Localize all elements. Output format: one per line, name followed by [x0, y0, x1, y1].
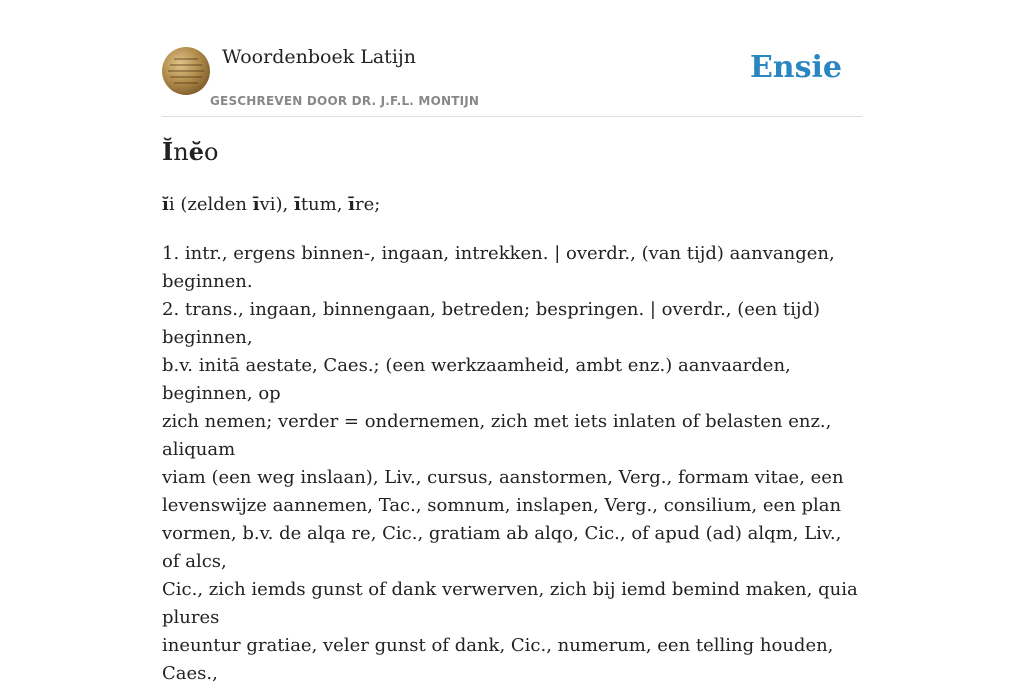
headword-part: o	[203, 138, 219, 166]
definition-line: ineuntur gratiae, veler gunst of dank, Cic., numerum, een telling houden, Caes.,	[162, 635, 834, 684]
site-title[interactable]: Woordenboek Latijn	[222, 46, 417, 68]
ensie-brand-link[interactable]: Ensie	[749, 50, 842, 85]
forms-part: tum,	[300, 194, 349, 215]
definition-line: zich nemen; verder = ondernemen, zich met iets inlaten of belasten enz., aliquam	[162, 411, 832, 460]
definition-line: 1. intr., ergens binnen-, ingaan, intrekken. | overdr., (van tijd) aanvangen,	[162, 243, 835, 264]
headword-part: ĕ	[188, 137, 204, 166]
author-line: GESCHREVEN DOOR DR. J.F.L. MONTIJN	[210, 94, 480, 108]
definition-line: 2. trans., ingaan, binnengaan, betreden; bespringen. | overdr., (een tijd) beginnen,	[162, 299, 821, 348]
definition-line: beginnen.	[162, 271, 253, 292]
entry-headword	[162, 137, 218, 166]
forms-part: ī	[293, 194, 301, 215]
principal-parts	[162, 194, 380, 215]
headword-part: n	[173, 138, 189, 166]
definition-line: viam (een weg inslaan), Liv., cursus, aanstormen, Verg., formam vitae, een	[162, 467, 844, 488]
forms-part: ī	[348, 194, 356, 215]
entry-definition	[162, 240, 862, 688]
site-header	[162, 40, 862, 117]
dictionary-logo[interactable]	[162, 47, 210, 95]
definition-line: Cic., zich iemds gunst of dank verwerven, zich bij iemd bemind maken, quia plures	[162, 579, 858, 628]
definition-line: levenswijze aannemen, Tac., somnum, inslapen, Verg., consilium, een plan	[162, 495, 842, 516]
definition-line: b.v. initā aestate, Caes.; (een werkzaamheid, ambt enz.) aanvaarden, beginnen, op	[162, 355, 791, 404]
forms-part: re;	[355, 194, 381, 215]
coin-inscription-icon	[162, 47, 210, 95]
headword-part: Ĭ	[162, 137, 174, 166]
forms-part: ĭ	[162, 194, 169, 215]
definition-line: vormen, b.v. de alqa re, Cic., gratiam ab alqo, Cic., of apud (ad) alqm, Liv., of alcs,	[162, 523, 842, 572]
forms-part: i (zelden	[168, 194, 253, 215]
forms-part: vi),	[259, 194, 294, 215]
forms-part: ī	[252, 194, 260, 215]
